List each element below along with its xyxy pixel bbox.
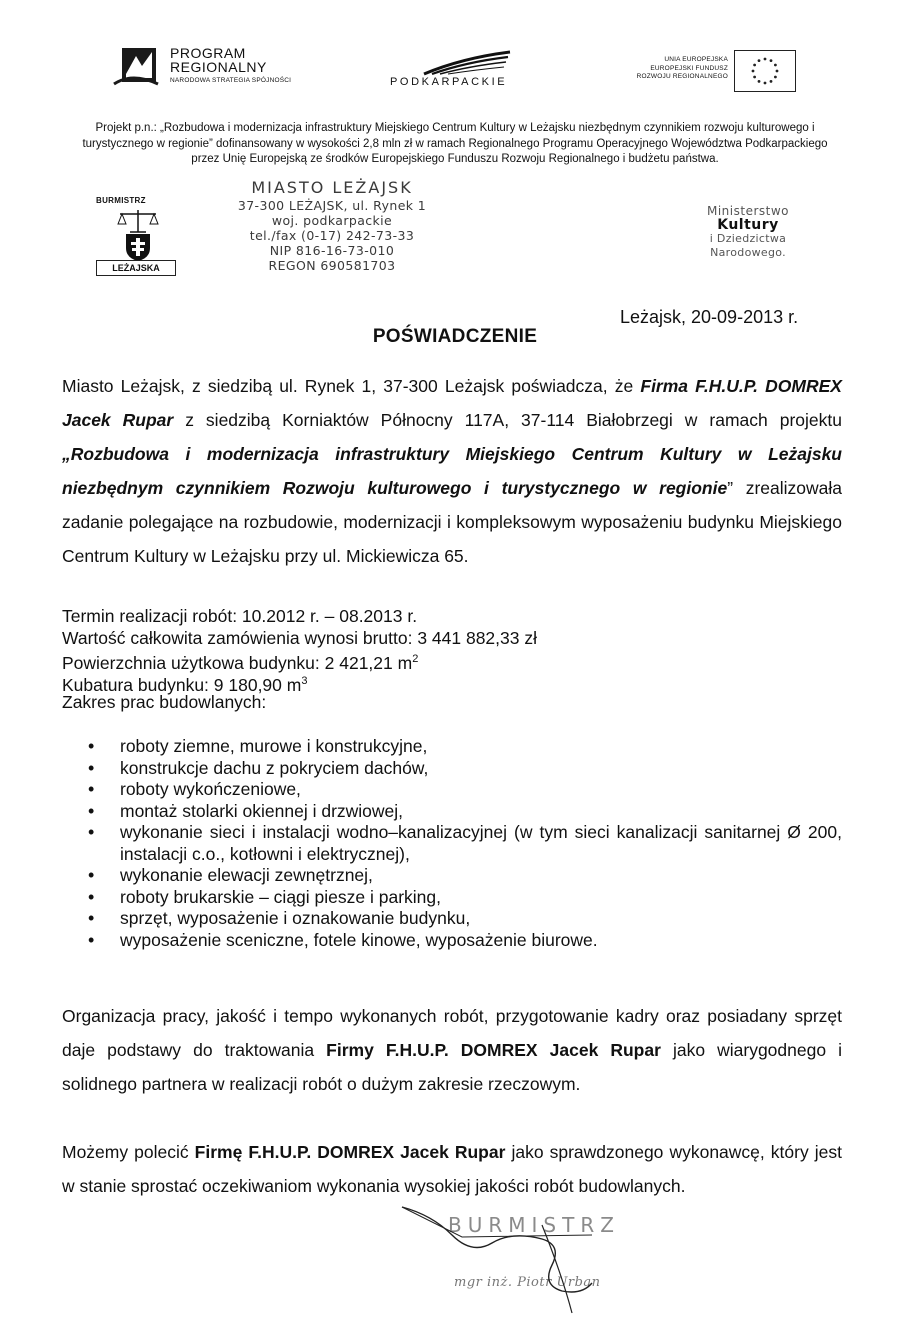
para3-text2: jako sprawdzonego wykonawcę, który jest w stanie sprostać oczekiwaniom wykonania wysokiej jakości robót budowlanych. — [62, 1142, 842, 1196]
stamp-phone: tel./fax (0-17) 242-73-33 — [249, 228, 415, 243]
emblem-bottom-banner: LEŻAJSKA — [96, 260, 176, 276]
handwritten-signature-icon — [392, 1195, 662, 1315]
fact-volume — [62, 671, 842, 693]
list-item: • sprzęt, wyposażenie i oznakowanie budynku, — [86, 908, 842, 930]
document-title: POŚWIADCZENIE — [372, 326, 538, 347]
list-item: • wykonanie elewacji zewnętrznej, — [86, 865, 842, 887]
stamp-city-name: MIASTO LEŻAJSK — [251, 178, 413, 197]
list-item: • wykonanie sieci i instalacji wodno–kanalizacyjnej (w tym sieci kanalizacji sanitarnej Ø 200, instalacji c.o., kotłowni i elektrycznej), — [86, 822, 842, 865]
project-description: Projekt p.n.: „Rozbudowa i modernizacja infrastruktury Miejskiego Centrum Kultury w Leżajsku niezbędnym czynnikiem rozwoju kulturowego i turystycznego w regionie” dofinansowany w wysokości 2,8 mln zł w ramach Regionalnego Programu Operacyjnego Województwa Podkarpackiego przez Unię Europejską ze środków Europejskiego Funduszu Rozwoju Regionalnego i budżetu państwa. — [82, 122, 828, 165]
program-logo-line1: PROGRAM — [170, 45, 246, 61]
facts-block — [62, 606, 842, 714]
burmistrz-emblem — [96, 196, 182, 280]
evaluation-paragraph — [62, 999, 842, 1101]
recommendation-paragraph — [62, 1135, 842, 1203]
city-stamp — [212, 178, 452, 273]
stamp-regon: REGON 690581703 — [268, 258, 396, 273]
podkarpackie-swoosh-icon — [422, 48, 512, 76]
podkarpackie-logo-text: PODKARPACKIE — [390, 76, 508, 88]
para1-text3: ” zrealizowała zadanie polegające na rozbudowie, modernizacji i kompleksowym wyposażeniu budynku Miejskiego Centrum Kultury w Leżajsku przy ul. Mickiewicza 65. — [62, 478, 842, 566]
list-item: • roboty brukarskie – ciągi piesze i parking, — [86, 887, 842, 909]
ministry-line2: Kultury — [717, 217, 779, 233]
fact-volume-text: Kubatura budynku: 9 180,90 m — [62, 674, 302, 695]
document-date: Leżajsk, 20-09-2013 r. — [620, 307, 799, 327]
fact-scope-heading: Zakres prac budowlanych: — [62, 692, 267, 712]
para2-company: Firmy F.H.U.P. DOMREX Jacek Rupar — [326, 1040, 661, 1060]
main-paragraph — [62, 369, 842, 573]
list-item: • roboty ziemne, murowe i konstrukcyjne, — [86, 736, 842, 758]
stamp-region: woj. podkarpackie — [271, 213, 393, 228]
fact-area — [62, 649, 842, 671]
para2-text2: jako wiarygodnego i solidnego partnera w realizacji robót o dużym zakresie rzeczowym. — [62, 1040, 843, 1094]
list-item: • roboty wykończeniowe, — [86, 779, 842, 801]
coat-of-arms-icon — [124, 232, 152, 262]
eu-flag-icon — [734, 50, 796, 92]
project-name: „Rozbudowa i modernizacja infrastruktury Miejskiego Centrum Kultury w Leżajsku niezbędnym czynnikiem Rozwoju kulturowego i turystycznego w regionie — [62, 444, 842, 498]
eu-logo-line1: UNIA EUROPEJSKA — [664, 56, 728, 63]
program-logo-line2: REGIONALNY — [170, 59, 267, 75]
fact-term: Termin realizacji robót: 10.2012 r. – 08.2013 r. — [62, 606, 418, 626]
signature-name-stamp: mgr inż. Piotr Urban — [454, 1275, 601, 1290]
ministry-line1: Ministerstwo — [706, 204, 789, 218]
stamp-address: 37-300 LEŻAJSK, ul. Rynek 1 — [237, 198, 427, 213]
fact-area-text: Powierzchnia użytkowa budynku: 2 421,21 m — [62, 652, 413, 673]
ministry-line4: Narodowego. — [710, 246, 786, 259]
fact-volume-unit-exponent: 3 — [301, 674, 308, 687]
eu-logo-line2: EUROPEJSKI FUNDUSZ — [650, 64, 728, 72]
signature-block — [392, 1195, 662, 1315]
list-item: • montaż stolarki okiennej i drzwiowej, — [86, 801, 842, 823]
para2-text1: Organizacja pracy, jakość i tempo wykonanych robót, przygotowanie kadry oraz posiadany sprzęt daje podstawy do traktowania — [62, 1006, 842, 1060]
fact-area-unit-exponent: 2 — [412, 653, 419, 665]
ministry-logo — [668, 204, 828, 260]
podkarpackie-logo — [382, 48, 532, 94]
eu-logo — [606, 50, 796, 94]
scales-of-justice-icon — [116, 208, 160, 234]
list-item: • wyposażenie sceniczne, fotele kinowe, wyposażenie biurowe. — [86, 930, 842, 952]
program-logo-line3: NARODOWA STRATEGIA SPÓJNOŚCI — [170, 77, 292, 84]
signature-role-stamp: BURMISTRZ — [448, 1213, 620, 1237]
emblem-top-label: BURMISTRZ — [96, 196, 146, 205]
contractor-name: Firma F.H.U.P. DOMREX Jacek Rupar — [62, 376, 842, 430]
para3-company: Firmę F.H.U.P. DOMREX Jacek Rupar — [194, 1142, 506, 1162]
para3-text1: Możemy polecić — [62, 1142, 195, 1162]
stamp-nip: NIP 816-16-73-010 — [269, 243, 395, 258]
program-regionalny-logo — [112, 42, 322, 92]
para1-text1: Miasto Leżajsk, z siedzibą ul. Rynek 1, 37-300 Leżajsk poświadcza, że — [62, 376, 641, 396]
ministry-line3: i Dziedzictwa — [709, 232, 787, 245]
works-list — [86, 736, 842, 951]
para1-text2: z siedzibą Korniaktów Północny 117A, 37-114 Białobrzegi w ramach projektu — [173, 410, 843, 430]
program-regionalny-emblem-icon — [112, 44, 162, 88]
fact-value: Wartość całkowita zamówienia wynosi brutto: 3 441 882,33 zł — [62, 627, 537, 648]
eu-logo-line3: ROZWOJU REGIONALNEGO — [636, 73, 728, 80]
list-item: • konstrukcje dachu z pokryciem dachów, — [86, 758, 842, 780]
